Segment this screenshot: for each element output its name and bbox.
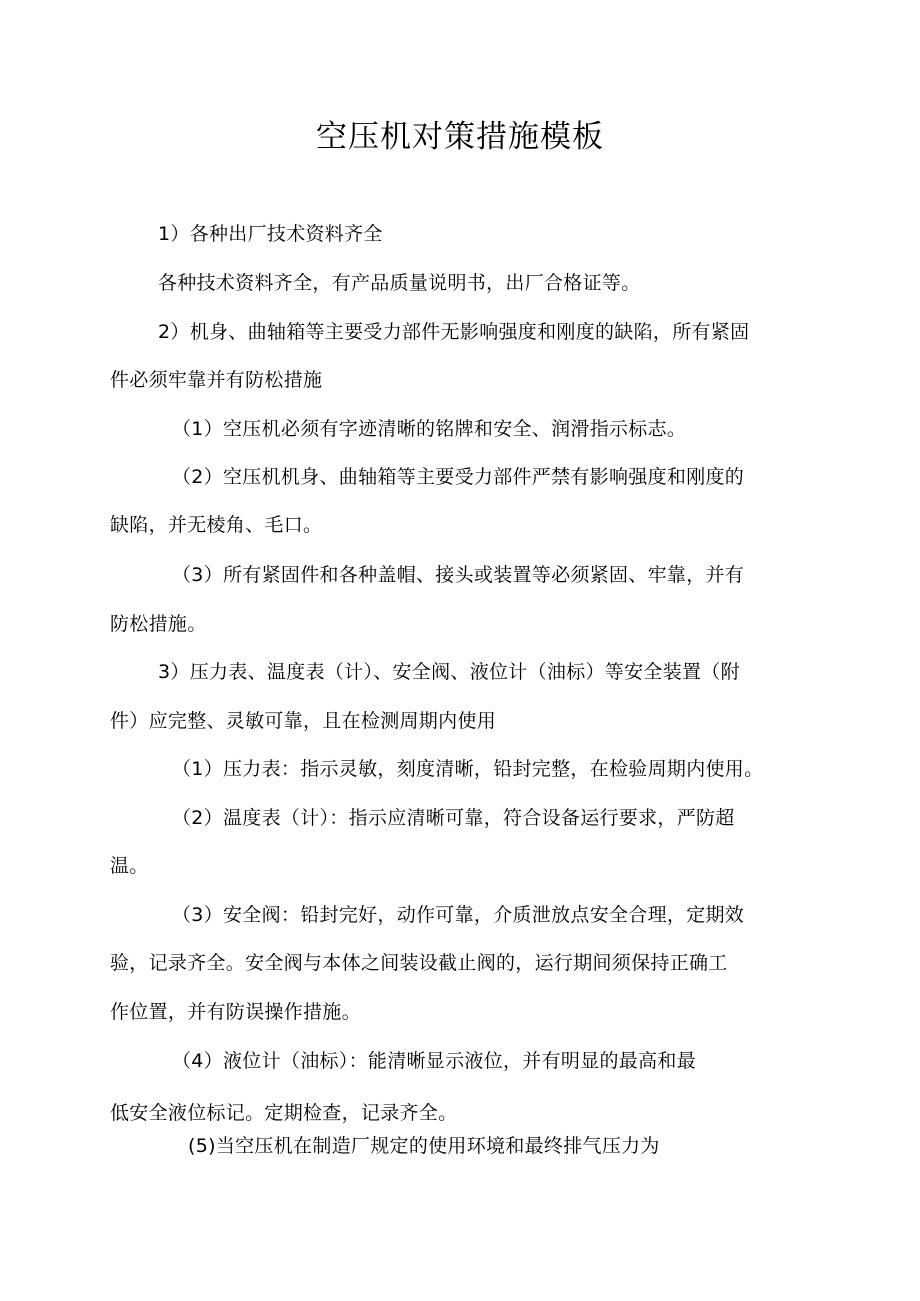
section-3-item-3-continued-1: 验，记录齐全。安全阀与本体之间装设截止阀的，运行期间须保持正确工 (110, 952, 728, 974)
section-3-item-3-continued-2: 作位置，并有防误操作措施。 (110, 1001, 361, 1023)
section-2-item-2: （2）空压机机身、曲轴箱等主要受力部件严禁有影响强度和刚度的 (172, 466, 745, 488)
section-2-item-3: （3）所有紧固件和各种盖帽、接头或装置等必须紧固、牢靠，并有 (172, 564, 745, 586)
section-3-item-5: (5)当空压机在制造厂规定的使用环境和最终排气压力为 (188, 1135, 660, 1157)
section-2-item-1: （1）空压机必须有字迹清晰的铭牌和安全、润滑指示标志。 (172, 418, 687, 440)
section-3-item-4-continued: 低安全液位标记。定期检查，记录齐全。 (110, 1102, 458, 1124)
section-3-item-2-continued: 温。 (110, 855, 149, 877)
section-2-heading-continued: 件必须牢靠并有防松措施 (110, 369, 323, 391)
section-3-heading-continued: 件）应完整、灵敏可靠，且在检测周期内使用 (110, 710, 497, 732)
section-3-item-2: （2）温度表（计）：指示应清晰可靠，符合设备运行要求，严防超 (172, 807, 735, 829)
section-3-item-3: （3）安全阀：铅封完好，动作可靠，介质泄放点安全合理，定期效 (172, 904, 745, 926)
section-3-item-4: （4）液位计（油标）：能清晰显示液位，并有明显的最高和最 (172, 1050, 696, 1072)
section-2-item-3-continued: 防松措施。 (110, 613, 207, 635)
section-1-heading: 1）各种出厂技术资料齐全 (158, 223, 383, 245)
section-1-text: 各种技术资料齐全，有产品质量说明书，出厂合格证等。 (158, 272, 641, 294)
section-3-heading: 3）压力表、温度表（计）、安全阀、液位计（油标）等安全装置（附 (158, 661, 740, 683)
section-2-heading: 2）机身、曲轴箱等主要受力部件无影响强度和刚度的缺陷，所有紧固 (158, 321, 750, 343)
section-2-item-2-continued: 缺陷，并无棱角、毛口。 (110, 514, 323, 536)
section-3-item-1: （1）压力表：指示灵敏，刻度清晰，铅封完整，在检验周期内使用。 (172, 758, 764, 780)
document-title: 空压机对策措施模板 (316, 119, 604, 155)
